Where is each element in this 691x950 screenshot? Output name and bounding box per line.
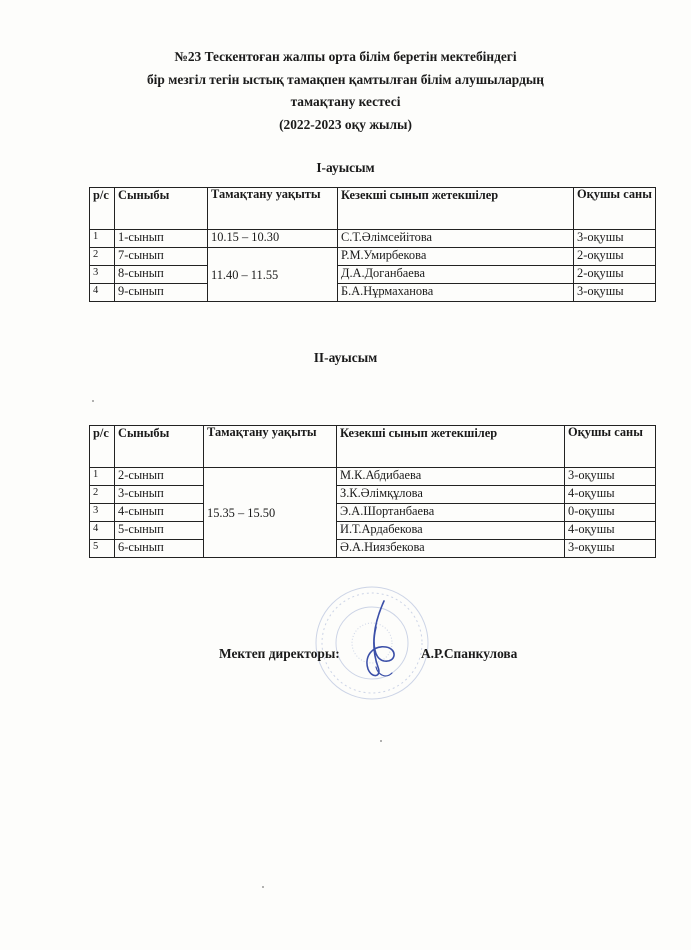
- director-name: А.Р.Спанкулова: [421, 646, 518, 661]
- document-title: [0, 46, 691, 136]
- table-row: [90, 266, 656, 284]
- header-count: Оқушы саны: [565, 426, 656, 468]
- shift1-title: І-ауысым: [316, 160, 375, 175]
- title-line-4: (2022-2023 оқу жылы): [279, 116, 412, 132]
- table-row: [90, 522, 656, 540]
- row-teacher: Б.А.Нұрмаханова: [338, 284, 574, 302]
- row-count: 3-оқушы: [574, 284, 656, 302]
- shift1-header-row: [90, 188, 656, 230]
- row-count: 3-оқушы: [565, 468, 656, 486]
- row-time-merged: 11.40 – 11.55: [208, 248, 338, 302]
- row-teacher: Р.М.Умирбекова: [338, 248, 574, 266]
- table-row: [90, 248, 656, 266]
- header-teacher: Кезекші сынып жетекшілер: [338, 188, 574, 230]
- shift2-table: [89, 425, 656, 558]
- header-teacher: Кезекші сынып жетекшілер: [337, 426, 565, 468]
- row-teacher: Э.А.Шортанбаева: [337, 504, 565, 522]
- row-class: 5-сынып: [115, 522, 204, 540]
- row-num: 4: [90, 284, 115, 302]
- row-time: 10.15 – 10.30: [208, 230, 338, 248]
- row-time-merged: 15.35 – 15.50: [204, 468, 337, 558]
- row-teacher: И.Т.Ардабекова: [337, 522, 565, 540]
- row-count: 3-оқушы: [574, 230, 656, 248]
- row-num: 3: [90, 266, 115, 284]
- shift2-header-row: [90, 426, 656, 468]
- row-class: 7-сынып: [115, 248, 208, 266]
- table-row: [90, 230, 656, 248]
- director-signature-line: [0, 640, 691, 670]
- row-teacher: Ә.А.Ниязбекова: [337, 540, 565, 558]
- row-class: 9-сынып: [115, 284, 208, 302]
- header-class: Сыныбы: [115, 188, 208, 230]
- title-line-2: бір мезгіл тегін ыстық тамақпен қамтылған білім алушылардың: [146, 71, 545, 87]
- row-teacher: Д.А.Доганбаева: [338, 266, 574, 284]
- row-class: 3-сынып: [115, 486, 204, 504]
- row-class: 4-сынып: [115, 504, 204, 522]
- row-count: 2-оқушы: [574, 266, 656, 284]
- row-count: 0-оқушы: [565, 504, 656, 522]
- shift2-title: ІІ-ауысым: [313, 350, 378, 365]
- row-num: 4: [90, 522, 115, 540]
- row-teacher: М.К.Абдибаева: [337, 468, 565, 486]
- row-class: 1-сынып: [115, 230, 208, 248]
- header-num: р/с: [90, 426, 115, 468]
- speck: [262, 886, 264, 888]
- header-time: Тамақтану уақыты: [204, 426, 337, 468]
- row-count: 3-оқушы: [565, 540, 656, 558]
- header-num: р/с: [90, 188, 115, 230]
- header-time: Тамақтану уақыты: [208, 188, 338, 230]
- row-num: 1: [90, 230, 115, 248]
- row-count: 4-оқушы: [565, 522, 656, 540]
- table-row: [90, 540, 656, 558]
- row-teacher: С.Т.Әлімсейітова: [338, 230, 574, 248]
- row-class: 2-сынып: [115, 468, 204, 486]
- table-row: [90, 468, 656, 486]
- table-row: [90, 486, 656, 504]
- header-class: Сыныбы: [115, 426, 204, 468]
- table-row: [90, 284, 656, 302]
- header-count: Оқушы саны: [574, 188, 656, 230]
- row-class: 6-сынып: [115, 540, 204, 558]
- row-teacher: З.К.Әлімқұлова: [337, 486, 565, 504]
- row-num: 1: [90, 468, 115, 486]
- row-count: 2-оқушы: [574, 248, 656, 266]
- title-line-3: тамақтану кестесі: [290, 94, 401, 109]
- row-num: 3: [90, 504, 115, 522]
- speck: [92, 400, 94, 402]
- director-label: Мектеп директоры:: [219, 646, 340, 661]
- row-num: 2: [90, 248, 115, 266]
- shift1-table: [89, 187, 656, 302]
- title-line-1: №23 Тескентоған жалпы орта білім беретін мектебіндегі: [174, 49, 517, 64]
- row-num: 5: [90, 540, 115, 558]
- row-class: 8-сынып: [115, 266, 208, 284]
- table-row: [90, 504, 656, 522]
- row-count: 4-оқушы: [565, 486, 656, 504]
- row-num: 2: [90, 486, 115, 504]
- speck: [380, 740, 382, 742]
